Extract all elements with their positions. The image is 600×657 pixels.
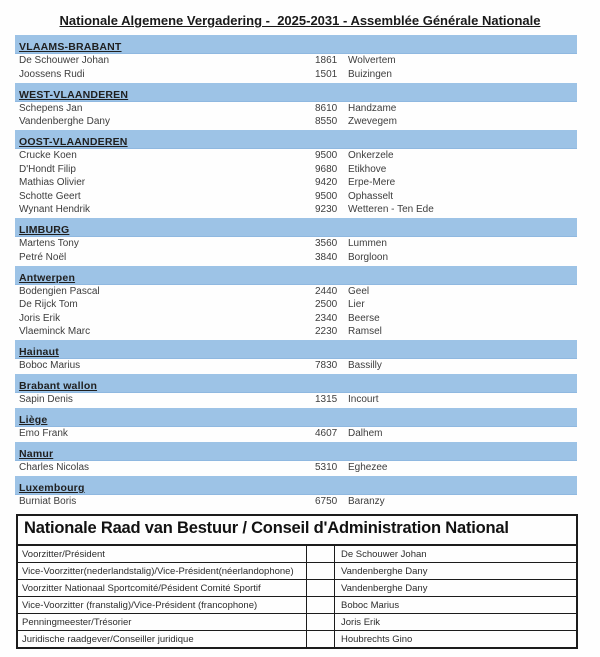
- member-name: Petré Noël: [19, 251, 67, 263]
- member-city: Zwevegem: [348, 116, 397, 128]
- member-city: Eghezee: [348, 462, 388, 474]
- member-city: Onkerzele: [348, 150, 394, 162]
- board-member-name: Vandenberghe Dany: [341, 582, 428, 594]
- board-role-label: Vice-Voorzitter(nederlandstalig)/Vice-Président(néerlandophone): [18, 563, 307, 579]
- member-postal-code: 6750: [315, 496, 338, 508]
- member-name: Crucke Koen: [19, 150, 77, 162]
- board-table-title: Nationale Raad van Bestuur / Conseil d'Administration National: [18, 516, 576, 546]
- member-city: Borgloon: [348, 251, 389, 263]
- province-name: Brabant wallon: [19, 380, 98, 392]
- member-name: Schotte Geert: [19, 190, 81, 202]
- board-role-label: Voorzitter/Président: [18, 546, 307, 562]
- province-header-band: [15, 476, 577, 495]
- member-list: [15, 102, 577, 129]
- member-row: [15, 251, 577, 265]
- member-row: [15, 68, 577, 82]
- board-member-name: Vandenberghe Dany: [341, 565, 428, 577]
- province-section: [15, 408, 577, 441]
- member-city: Ramsel: [348, 326, 382, 338]
- province-header-band: [15, 340, 577, 359]
- member-row: [15, 461, 577, 475]
- board-empty-cell: [307, 563, 335, 579]
- board-row: [18, 580, 576, 597]
- member-city: Wetteren - Ten Ede: [348, 204, 434, 216]
- member-row: [15, 325, 577, 339]
- member-postal-code: 1861: [315, 55, 338, 67]
- province-section: [15, 442, 577, 475]
- member-name: Sapin Denis: [19, 394, 73, 406]
- member-name: Charles Nicolas: [19, 462, 90, 474]
- member-list: [15, 393, 577, 407]
- member-list: [15, 427, 577, 441]
- member-city: Incourt: [348, 394, 379, 406]
- member-row: [15, 312, 577, 326]
- member-list: [15, 237, 577, 264]
- member-row: [15, 54, 577, 68]
- member-city: Beerse: [348, 312, 380, 324]
- province-header-band: [15, 408, 577, 427]
- member-postal-code: 9500: [315, 150, 338, 162]
- province-header-band: [15, 83, 577, 102]
- member-row: [15, 393, 577, 407]
- member-name: De Schouwer Johan: [19, 55, 110, 67]
- member-city: Handzame: [348, 102, 397, 114]
- board-row: [18, 631, 576, 647]
- board-member-name: Joris Erik: [341, 616, 381, 628]
- board-empty-cell: [307, 546, 335, 562]
- member-postal-code: 8550: [315, 116, 338, 128]
- member-postal-code: 9500: [315, 190, 338, 202]
- member-name: De Rijck Tom: [19, 299, 78, 311]
- member-row: [15, 163, 577, 177]
- member-row: [15, 102, 577, 116]
- member-list: [15, 461, 577, 475]
- member-city: Geel: [348, 285, 370, 297]
- board-row: [18, 563, 576, 580]
- board-row: [18, 614, 576, 631]
- board-row: [18, 597, 576, 614]
- member-city: Lummen: [348, 238, 387, 250]
- member-postal-code: 1501: [315, 68, 338, 80]
- province-section: [15, 218, 577, 264]
- member-postal-code: 7830: [315, 360, 338, 372]
- member-city: Lier: [348, 299, 365, 311]
- board-table: [16, 514, 578, 649]
- member-row: [15, 176, 577, 190]
- province-section: [15, 130, 577, 217]
- member-name: Bodengien Pascal: [19, 285, 100, 297]
- member-row: [15, 427, 577, 441]
- member-name: Joris Erik: [19, 312, 61, 324]
- province-name: Luxembourg: [19, 482, 85, 494]
- province-section: [15, 476, 577, 509]
- board-row: [18, 546, 576, 563]
- board-empty-cell: [307, 614, 335, 630]
- member-row: [15, 190, 577, 204]
- member-row: [15, 495, 577, 509]
- board-empty-cell: [307, 580, 335, 596]
- member-city: Bassilly: [348, 360, 382, 372]
- member-name: Wynant Hendrik: [19, 204, 91, 216]
- board-row-list: [18, 546, 576, 647]
- member-postal-code: 9230: [315, 204, 338, 216]
- member-postal-code: 2440: [315, 285, 338, 297]
- member-name: Joossens Rudi: [19, 68, 85, 80]
- board-role-label: Voorzitter Nationaal Sportcomité/Pésident Comité Sportif: [18, 580, 307, 596]
- member-postal-code: 3560: [315, 238, 338, 250]
- member-postal-code: 8610: [315, 102, 338, 114]
- member-name: Burniat Boris: [19, 496, 77, 508]
- member-name: Vlaeminck Marc: [19, 326, 91, 338]
- page-title: Nationale Algemene Vergadering - 2025-2031 - Assemblée Générale Nationale: [59, 13, 541, 28]
- board-empty-cell: [307, 631, 335, 647]
- board-empty-cell: [307, 597, 335, 613]
- province-header-band: [15, 442, 577, 461]
- assembly-section-list: [15, 35, 577, 509]
- province-header-band: [15, 266, 577, 285]
- member-list: [15, 359, 577, 373]
- province-header-band: [15, 35, 577, 54]
- member-postal-code: 5310: [315, 462, 338, 474]
- province-section: [15, 83, 577, 129]
- province-name: VLAAMS-BRABANT: [19, 41, 122, 53]
- member-name: Mathias Olivier: [19, 177, 86, 189]
- province-section: [15, 374, 577, 407]
- member-city: Buizingen: [348, 68, 392, 80]
- member-postal-code: 2500: [315, 299, 338, 311]
- member-postal-code: 1315: [315, 394, 338, 406]
- province-name: WEST-VLAANDEREN: [19, 88, 129, 101]
- member-row: [15, 115, 577, 129]
- member-name: Vandenberghe Dany: [19, 116, 110, 128]
- member-name: Boboc Marius: [19, 360, 81, 372]
- board-member-name: De Schouwer Johan: [341, 548, 427, 560]
- province-section: [15, 35, 577, 81]
- province-section: [15, 340, 577, 373]
- board-member-name: Houbrechts Gino: [341, 633, 413, 645]
- member-city: Erpe-Mere: [348, 177, 396, 189]
- member-row: [15, 237, 577, 251]
- member-name: Emo Frank: [19, 428, 68, 440]
- member-name: D'Hondt Filip: [19, 163, 76, 175]
- member-postal-code: 2340: [315, 312, 338, 324]
- member-name: Schepens Jan: [19, 102, 83, 114]
- board-role-label: Juridische raadgever/Conseiller juridique: [18, 631, 307, 647]
- board-role-label: Vice-Voorzitter (franstalig)/Vice-Président (francophone): [18, 597, 307, 613]
- province-header-band: [15, 374, 577, 393]
- member-city: Ophasselt: [348, 190, 394, 202]
- member-city: Wolvertem: [348, 55, 396, 67]
- province-name: Antwerpen: [19, 271, 76, 284]
- member-postal-code: 9680: [315, 163, 338, 175]
- member-city: Etikhove: [348, 163, 387, 175]
- board-role-label: Penningmeester/Trésorier: [18, 614, 307, 630]
- member-list: [15, 495, 577, 509]
- province-header-band: [15, 218, 577, 237]
- province-name: LIMBURG: [19, 224, 70, 236]
- member-row: [15, 298, 577, 312]
- member-city: Baranzy: [348, 496, 385, 508]
- member-postal-code: 3840: [315, 251, 338, 263]
- member-postal-code: 4607: [315, 428, 338, 440]
- province-name: OOST-VLAANDEREN: [19, 136, 128, 148]
- province-name: Namur: [19, 448, 54, 460]
- member-row: [15, 149, 577, 163]
- province-header-band: [15, 130, 577, 149]
- board-member-name: Boboc Marius: [341, 599, 400, 611]
- member-row: [15, 285, 577, 299]
- member-postal-code: 2230: [315, 326, 338, 338]
- member-list: [15, 149, 577, 217]
- province-section: [15, 266, 577, 339]
- member-row: [15, 359, 577, 373]
- member-postal-code: 9420: [315, 177, 338, 189]
- member-city: Dalhem: [348, 428, 383, 440]
- province-name: Liège: [19, 414, 48, 426]
- member-name: Martens Tony: [19, 238, 79, 250]
- member-list: [15, 54, 577, 81]
- member-list: [15, 285, 577, 339]
- province-name: Hainaut: [19, 346, 59, 358]
- member-row: [15, 203, 577, 217]
